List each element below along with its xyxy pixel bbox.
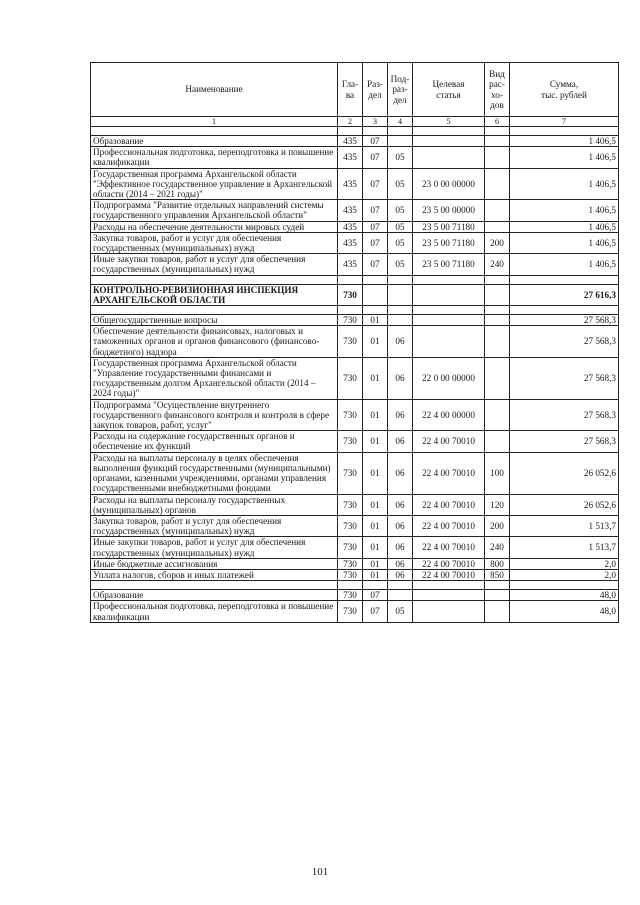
row-podrazdel: 05 [388, 200, 413, 221]
row-glava: 730 [338, 326, 363, 358]
empty-cell [413, 127, 485, 136]
column-number: 7 [510, 117, 619, 127]
row-podrazdel [388, 590, 413, 601]
row-glava: 730 [338, 452, 363, 494]
row-target-article: 22 4 00 70010 [413, 452, 485, 494]
row-name: Уплата налогов, сборов и иных платежей [91, 569, 338, 580]
row-podrazdel: 06 [388, 494, 413, 515]
table-body [91, 127, 619, 623]
column-number: 1 [91, 117, 338, 127]
empty-cell [363, 275, 388, 284]
row-sum: 48,0 [510, 601, 619, 622]
row-glava: 730 [338, 558, 363, 569]
row-expense-type: 120 [485, 494, 510, 515]
table-row [91, 326, 619, 358]
table-row [91, 590, 619, 601]
row-glava: 730 [338, 569, 363, 580]
row-podrazdel: 05 [388, 221, 413, 232]
row-razdel: 07 [363, 200, 388, 221]
row-target-article: 23 5 00 71180 [413, 232, 485, 253]
budget-table [90, 62, 619, 623]
row-target-article [413, 601, 485, 622]
row-name: Образование [91, 590, 338, 601]
page-number: 101 [311, 866, 329, 878]
row-target-article: 22 4 00 70010 [413, 558, 485, 569]
row-expense-type [485, 200, 510, 221]
row-target-article: 22 0 00 00000 [413, 357, 485, 399]
row-razdel: 07 [363, 136, 388, 147]
row-expense-type: 240 [485, 537, 510, 558]
row-target-article: 22 4 00 70010 [413, 569, 485, 580]
row-glava: 435 [338, 147, 363, 168]
empty-cell [485, 581, 510, 590]
row-podrazdel: 06 [388, 515, 413, 536]
table-row [91, 537, 619, 558]
row-sum: 27 568,3 [510, 399, 619, 431]
row-razdel: 01 [363, 357, 388, 399]
spacer-row [91, 581, 619, 590]
row-razdel [363, 284, 388, 305]
row-razdel: 07 [363, 221, 388, 232]
empty-cell [485, 306, 510, 315]
row-glava: 435 [338, 136, 363, 147]
row-glava: 730 [338, 284, 363, 305]
row-sum: 1 406,5 [510, 254, 619, 275]
row-expense-type [485, 221, 510, 232]
row-podrazdel: 06 [388, 326, 413, 358]
row-expense-type [485, 601, 510, 622]
row-expense-type [485, 590, 510, 601]
table-row [91, 601, 619, 622]
row-target-article: 22 4 00 70010 [413, 537, 485, 558]
row-name: Образование [91, 136, 338, 147]
row-razdel: 01 [363, 399, 388, 431]
table-row [91, 357, 619, 399]
spacer-row [91, 127, 619, 136]
row-sum: 27 568,3 [510, 326, 619, 358]
empty-cell [363, 581, 388, 590]
row-expense-type: 100 [485, 452, 510, 494]
empty-cell [363, 306, 388, 315]
row-expense-type [485, 136, 510, 147]
row-razdel: 01 [363, 326, 388, 358]
row-podrazdel: 06 [388, 452, 413, 494]
table-row [91, 200, 619, 221]
header-podrazdel: Под- раз- дел [388, 63, 413, 117]
row-name: Подпрограмма "Осуществление внутреннего государственного финансового контроля и контроля в сфере закупок товаров, работ, услуг" [91, 399, 338, 431]
empty-cell [485, 127, 510, 136]
empty-cell [388, 306, 413, 315]
table-row [91, 221, 619, 232]
row-razdel: 07 [363, 168, 388, 200]
row-podrazdel: 05 [388, 601, 413, 622]
table-row [91, 558, 619, 569]
table-row [91, 569, 619, 580]
empty-cell [338, 275, 363, 284]
empty-cell [510, 127, 619, 136]
row-name: Иные бюджетные ассигнования [91, 558, 338, 569]
empty-cell [510, 306, 619, 315]
row-sum: 1 406,5 [510, 168, 619, 200]
row-name: Расходы на обеспечение деятельности мировых судей [91, 221, 338, 232]
row-glava: 730 [338, 494, 363, 515]
row-sum: 1 406,5 [510, 136, 619, 147]
empty-cell [510, 581, 619, 590]
table-row [91, 452, 619, 494]
row-expense-type: 240 [485, 254, 510, 275]
row-razdel: 07 [363, 254, 388, 275]
row-target-article [413, 136, 485, 147]
empty-cell [91, 306, 338, 315]
row-sum: 26 052,6 [510, 452, 619, 494]
row-podrazdel: 05 [388, 232, 413, 253]
row-name: Государственная программа Архангельской области "Эффективное государственное управление в Архангельской области (2014 – 2021 годы)" [91, 168, 338, 200]
header-razdel: Раз- дел [363, 63, 388, 117]
row-target-article: 22 4 00 00000 [413, 399, 485, 431]
row-target-article: 22 4 00 70010 [413, 431, 485, 452]
empty-cell [485, 275, 510, 284]
column-number-row [91, 117, 619, 127]
spacer-row [91, 275, 619, 284]
row-expense-type [485, 357, 510, 399]
empty-cell [338, 581, 363, 590]
row-glava: 435 [338, 200, 363, 221]
row-podrazdel [388, 315, 413, 326]
table-row [91, 232, 619, 253]
row-sum: 48,0 [510, 590, 619, 601]
row-name: Подпрограмма "Развитие отдельных направлений системы государственного управления Архангельской области" [91, 200, 338, 221]
row-target-article: 22 4 00 70010 [413, 515, 485, 536]
row-name: Расходы на выплаты персоналу в целях обеспечения выполнения функций государственными (муниципальными) органами, казенными учреждениями, органами управления государственными внебюджетными фондами [91, 452, 338, 494]
row-sum: 1 513,7 [510, 537, 619, 558]
empty-cell [510, 275, 619, 284]
row-name: Иные закупки товаров, работ и услуг для обеспечения государственных (муниципальных) нужд [91, 537, 338, 558]
row-sum: 26 052,6 [510, 494, 619, 515]
row-podrazdel: 05 [388, 168, 413, 200]
row-name: Обеспечение деятельности финансовых, налоговых и таможенных органов и органов финансового (финансово-бюджетного) надзора [91, 326, 338, 358]
row-glava: 730 [338, 601, 363, 622]
row-sum: 1 406,5 [510, 147, 619, 168]
row-target-article: 22 4 00 70010 [413, 494, 485, 515]
row-expense-type: 200 [485, 232, 510, 253]
row-razdel: 01 [363, 515, 388, 536]
header-target-article: Целевая статья [413, 63, 485, 117]
row-name: Профессиональная подготовка, переподготовка и повышение квалификации [91, 147, 338, 168]
row-expense-type: 850 [485, 569, 510, 580]
row-podrazdel: 06 [388, 357, 413, 399]
row-razdel: 01 [363, 558, 388, 569]
row-expense-type [485, 168, 510, 200]
row-podrazdel: 06 [388, 431, 413, 452]
row-expense-type [485, 284, 510, 305]
row-glava: 435 [338, 254, 363, 275]
row-podrazdel [388, 284, 413, 305]
row-podrazdel: 05 [388, 147, 413, 168]
row-target-article [413, 147, 485, 168]
column-number: 5 [413, 117, 485, 127]
row-glava: 730 [338, 537, 363, 558]
row-name: Расходы на содержание государственных органов и обеспечение их функций [91, 431, 338, 452]
table-row [91, 147, 619, 168]
empty-cell [388, 127, 413, 136]
row-razdel: 07 [363, 147, 388, 168]
table-row [91, 284, 619, 305]
row-podrazdel: 05 [388, 254, 413, 275]
table-row [91, 515, 619, 536]
row-podrazdel: 06 [388, 399, 413, 431]
row-glava: 730 [338, 399, 363, 431]
row-name: Профессиональная подготовка, переподготовка и повышение квалификации [91, 601, 338, 622]
row-sum: 1 513,7 [510, 515, 619, 536]
header-glava: Гла- ва [338, 63, 363, 117]
empty-cell [413, 275, 485, 284]
empty-cell [413, 581, 485, 590]
row-expense-type: 200 [485, 515, 510, 536]
row-target-article: 23 5 00 71180 [413, 221, 485, 232]
row-razdel: 01 [363, 452, 388, 494]
row-razdel: 01 [363, 494, 388, 515]
row-sum: 2,0 [510, 569, 619, 580]
row-sum: 27 568,3 [510, 431, 619, 452]
row-glava: 435 [338, 168, 363, 200]
row-podrazdel: 06 [388, 569, 413, 580]
row-expense-type [485, 399, 510, 431]
column-number: 6 [485, 117, 510, 127]
row-sum: 2,0 [510, 558, 619, 569]
row-target-article [413, 284, 485, 305]
row-razdel: 01 [363, 569, 388, 580]
empty-cell [91, 127, 338, 136]
table-row [91, 136, 619, 147]
row-name: Закупка товаров, работ и услуг для обеспечения государственных (муниципальных) нужд [91, 515, 338, 536]
header-expense-type: Вид рас- хо- дов [485, 63, 510, 117]
header-name: Наименование [91, 63, 338, 117]
table-row [91, 315, 619, 326]
row-razdel: 01 [363, 431, 388, 452]
row-glava: 730 [338, 431, 363, 452]
row-razdel: 01 [363, 537, 388, 558]
row-target-article: 23 0 00 00000 [413, 168, 485, 200]
row-sum: 27 616,3 [510, 284, 619, 305]
column-number: 3 [363, 117, 388, 127]
table-row [91, 254, 619, 275]
row-podrazdel: 06 [388, 558, 413, 569]
table-row [91, 494, 619, 515]
table-row [91, 399, 619, 431]
row-target-article: 23 5 00 00000 [413, 200, 485, 221]
column-number: 2 [338, 117, 363, 127]
row-razdel: 01 [363, 315, 388, 326]
row-expense-type [485, 431, 510, 452]
row-glava: 435 [338, 221, 363, 232]
row-podrazdel: 06 [388, 537, 413, 558]
row-razdel: 07 [363, 232, 388, 253]
row-expense-type [485, 315, 510, 326]
row-target-article: 23 5 00 71180 [413, 254, 485, 275]
row-podrazdel [388, 136, 413, 147]
empty-cell [413, 306, 485, 315]
row-name: Государственная программа Архангельской области "Управление государственными финансами и государственным долгом Архангельской области (2014 – 2024 годы)" [91, 357, 338, 399]
row-expense-type: 800 [485, 558, 510, 569]
row-target-article [413, 326, 485, 358]
empty-cell [388, 581, 413, 590]
row-glava: 730 [338, 315, 363, 326]
empty-cell [91, 275, 338, 284]
row-name: Расходы на выплаты персоналу государственных (муниципальных) органов [91, 494, 338, 515]
spacer-row [91, 306, 619, 315]
empty-cell [338, 306, 363, 315]
row-name: Общегосударственные вопросы [91, 315, 338, 326]
header-sum: Сумма, тыс. рублей [510, 63, 619, 117]
row-expense-type [485, 326, 510, 358]
row-expense-type [485, 147, 510, 168]
row-sum: 1 406,5 [510, 200, 619, 221]
empty-cell [91, 581, 338, 590]
row-sum: 1 406,5 [510, 232, 619, 253]
row-razdel: 07 [363, 590, 388, 601]
row-sum: 1 406,5 [510, 221, 619, 232]
row-target-article [413, 590, 485, 601]
row-razdel: 07 [363, 601, 388, 622]
row-sum: 27 568,3 [510, 315, 619, 326]
row-glava: 730 [338, 515, 363, 536]
row-glava: 730 [338, 357, 363, 399]
table-row [91, 431, 619, 452]
row-target-article [413, 315, 485, 326]
row-glava: 730 [338, 590, 363, 601]
empty-cell [338, 127, 363, 136]
row-sum: 27 568,3 [510, 357, 619, 399]
table-header-row [91, 63, 619, 117]
empty-cell [363, 127, 388, 136]
row-glava: 435 [338, 232, 363, 253]
row-name: Закупка товаров, работ и услуг для обеспечения государственных (муниципальных) нужд [91, 232, 338, 253]
empty-cell [388, 275, 413, 284]
table-row [91, 168, 619, 200]
row-name: Иные закупки товаров, работ и услуг для обеспечения государственных (муниципальных) нужд [91, 254, 338, 275]
row-name: КОНТРОЛЬНО-РЕВИЗИОННАЯ ИНСПЕКЦИЯ АРХАНГЕЛЬСКОЙ ОБЛАСТИ [91, 284, 338, 305]
column-number: 4 [388, 117, 413, 127]
